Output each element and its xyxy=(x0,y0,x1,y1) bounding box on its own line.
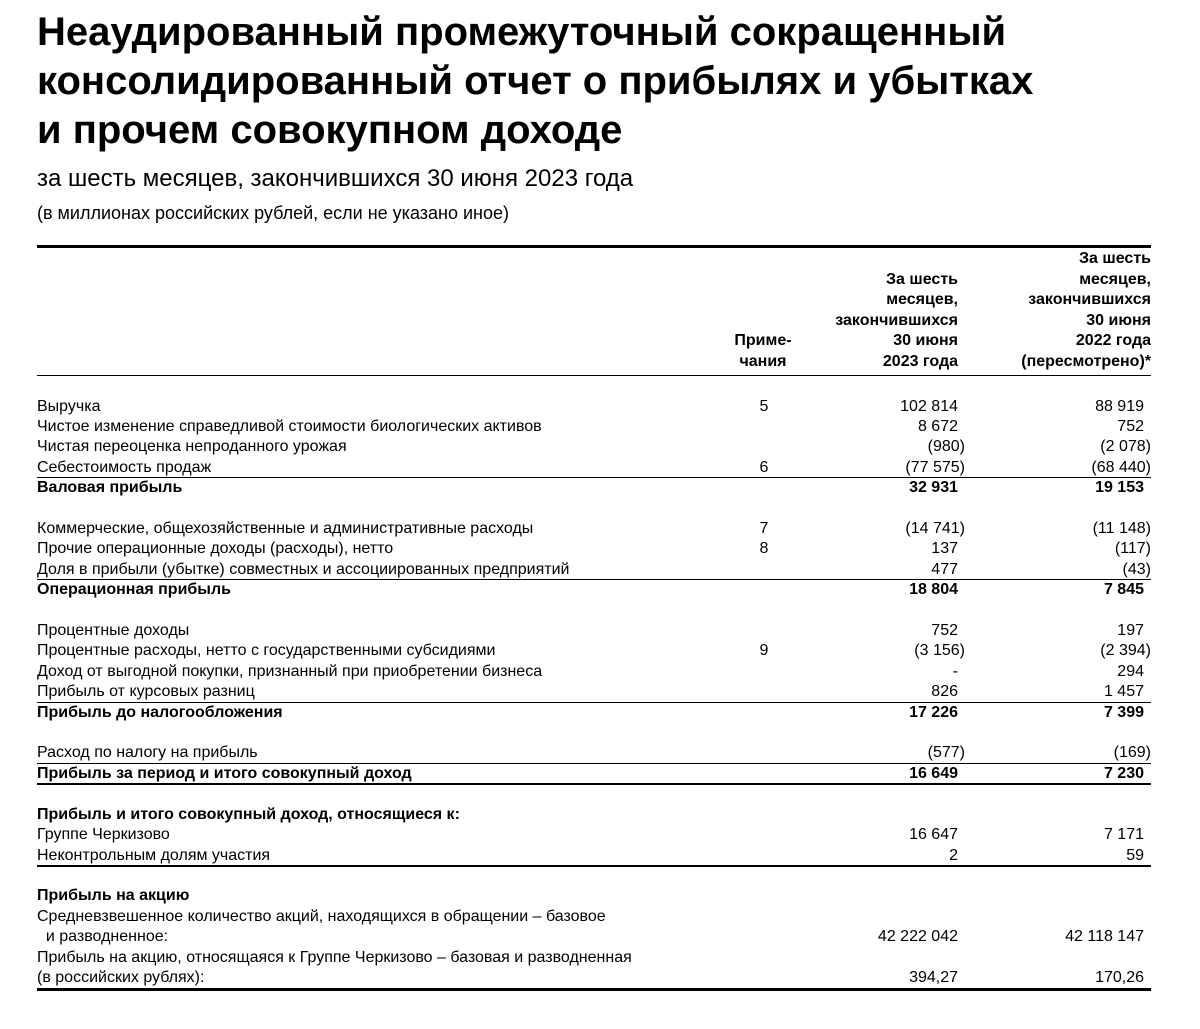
value-2022: 42 118 147 xyxy=(1065,928,1144,946)
row-label: Себестоимость продаж xyxy=(37,458,212,476)
report-period: за шесть месяцев, закончившихся 30 июня 2023 года xyxy=(37,165,634,192)
row-label: Средневзвешенное количество акций, находящихся в обращении – базовое xyxy=(37,907,606,925)
value-2022: 7 171 xyxy=(1103,826,1144,844)
row-label: Чистое изменение справедливой стоимости биологических активов xyxy=(37,417,542,435)
table-row xyxy=(37,580,1151,600)
value-2023: 42 222 042 xyxy=(877,928,958,946)
header-2022: За шесть месяцев, закончившихся 30 июня 2022 года (пересмотрено)* xyxy=(1021,250,1151,370)
value-2023: - xyxy=(952,662,958,680)
value-2022: (68 440) xyxy=(1091,458,1151,476)
value-2022: 59 xyxy=(1126,846,1144,864)
value-2022: 1 457 xyxy=(1103,683,1144,701)
value-2023: 102 814 xyxy=(900,397,958,415)
row-note: 9 xyxy=(759,642,769,660)
value-2022: (43) xyxy=(1122,560,1151,578)
table-row xyxy=(37,907,1151,927)
value-2022: 7 230 xyxy=(1103,764,1144,782)
table-row xyxy=(37,825,1151,845)
table-row xyxy=(37,743,1151,763)
row-label: Процентные расходы, нетто с государственными субсидиями xyxy=(37,642,496,660)
value-2022: 294 xyxy=(1117,662,1144,680)
row-label: (в российских рублях): xyxy=(37,968,205,986)
table-row xyxy=(37,437,1151,457)
value-2022: (169) xyxy=(1113,744,1151,762)
value-2023: (980) xyxy=(927,438,965,456)
unit-note: (в миллионах российских рублей, если не указано иное) xyxy=(37,203,509,223)
row-label: Процентные доходы xyxy=(37,622,190,640)
table-row xyxy=(37,948,1151,968)
table-bottom-rule xyxy=(37,988,1151,991)
value-2022: 19 153 xyxy=(1095,479,1144,497)
value-2023: 18 804 xyxy=(909,581,958,599)
row-label: Валовая прибыль xyxy=(37,479,183,497)
row-label: Выручка xyxy=(37,397,101,415)
value-2023: 137 xyxy=(931,540,958,558)
table-row xyxy=(37,662,1151,682)
value-2022: 197 xyxy=(1117,622,1144,640)
row-label: Прибыль на акцию xyxy=(37,887,190,905)
value-2023: 752 xyxy=(931,622,958,640)
row-label: Группе Черкизово xyxy=(37,826,170,844)
row-label: Чистая переоценка непроданного урожая xyxy=(37,438,347,456)
section-heading xyxy=(37,805,1151,825)
value-2023: 477 xyxy=(931,560,958,578)
table-row xyxy=(37,764,1151,784)
table-row xyxy=(37,703,1151,723)
table-header xyxy=(37,248,1151,376)
row-label: Неконтрольным долям участия xyxy=(37,846,271,864)
header-notes: Приме- чания xyxy=(734,332,792,370)
row-note: 6 xyxy=(759,458,769,476)
value-2022: (11 148) xyxy=(1092,519,1151,537)
report-title-line-1: Неаудированный промежуточный сокращенный xyxy=(37,10,1007,54)
section-heading xyxy=(37,886,1151,906)
table-row xyxy=(37,478,1151,498)
row-label: Прибыль и итого совокупный доход, относящиеся к: xyxy=(37,805,460,823)
value-2022: 7 399 xyxy=(1103,703,1144,721)
row-label: Прибыль на акцию, относящаяся к Группе Черкизово – базовая и разводненная xyxy=(37,948,632,966)
table-row xyxy=(37,417,1151,437)
report-title-line-3: и прочем совокупном доходе xyxy=(37,108,623,152)
row-note: 7 xyxy=(759,519,769,537)
header-2023: За шесть месяцев, закончившихся 30 июня 2023 года xyxy=(835,270,958,370)
row-label: Расход по налогу на прибыль xyxy=(37,744,258,762)
table-row xyxy=(37,927,1151,947)
value-2022: 170,26 xyxy=(1095,968,1144,986)
value-2023: 32 931 xyxy=(909,479,958,497)
table-row xyxy=(37,641,1151,661)
table-row xyxy=(37,458,1151,478)
table-row xyxy=(37,519,1151,539)
table-row xyxy=(37,397,1151,417)
table-row xyxy=(37,846,1151,866)
value-2022: (117) xyxy=(1114,540,1151,558)
row-label: и разводненное: xyxy=(37,928,169,946)
income-statement-table xyxy=(37,245,1151,991)
report-title xyxy=(37,8,1177,155)
row-note: 5 xyxy=(759,397,769,415)
value-2023: 16 649 xyxy=(909,764,958,782)
value-2023: 17 226 xyxy=(909,703,958,721)
row-label: Коммерческие, общехозяйственные и административные расходы xyxy=(37,519,534,537)
value-2023: (14 741) xyxy=(905,519,965,537)
value-2023: 394,27 xyxy=(909,968,958,986)
row-label: Операционная прибыль xyxy=(37,581,231,599)
value-2023: (3 156) xyxy=(914,642,965,660)
value-2023: 16 647 xyxy=(909,826,958,844)
row-label: Доход от выгодной покупки, признанный при приобретении бизнеса xyxy=(37,662,543,680)
value-2022: (2 078) xyxy=(1100,438,1151,456)
value-2023: 8 672 xyxy=(917,417,958,435)
value-2022: 7 845 xyxy=(1103,581,1144,599)
row-label: Прибыль до налогообложения xyxy=(37,703,283,721)
table-row xyxy=(37,560,1151,580)
total-rule xyxy=(37,783,1151,785)
total-rule xyxy=(37,865,1151,867)
table-row xyxy=(37,682,1151,702)
row-label: Доля в прибыли (убытке) совместных и ассоциированных предприятий xyxy=(37,560,570,578)
row-label: Прибыль за период и итого совокупный доход xyxy=(37,764,412,782)
row-label: Прибыль от курсовых разниц xyxy=(37,683,255,701)
value-2022: 752 xyxy=(1117,417,1144,435)
value-2022: 88 919 xyxy=(1095,397,1144,415)
table-row xyxy=(37,621,1151,641)
value-2023: (577) xyxy=(927,744,965,762)
value-2023: 2 xyxy=(949,846,958,864)
row-label: Прочие операционные доходы (расходы), нетто xyxy=(37,540,394,558)
row-note: 8 xyxy=(759,540,769,558)
value-2023: 826 xyxy=(931,683,958,701)
value-2022: (2 394) xyxy=(1100,642,1151,660)
report-title-line-2: консолидированный отчет о прибылях и убытках xyxy=(37,59,1034,103)
table-row xyxy=(37,968,1151,988)
value-2023: (77 575) xyxy=(905,458,965,476)
table-row xyxy=(37,539,1151,559)
